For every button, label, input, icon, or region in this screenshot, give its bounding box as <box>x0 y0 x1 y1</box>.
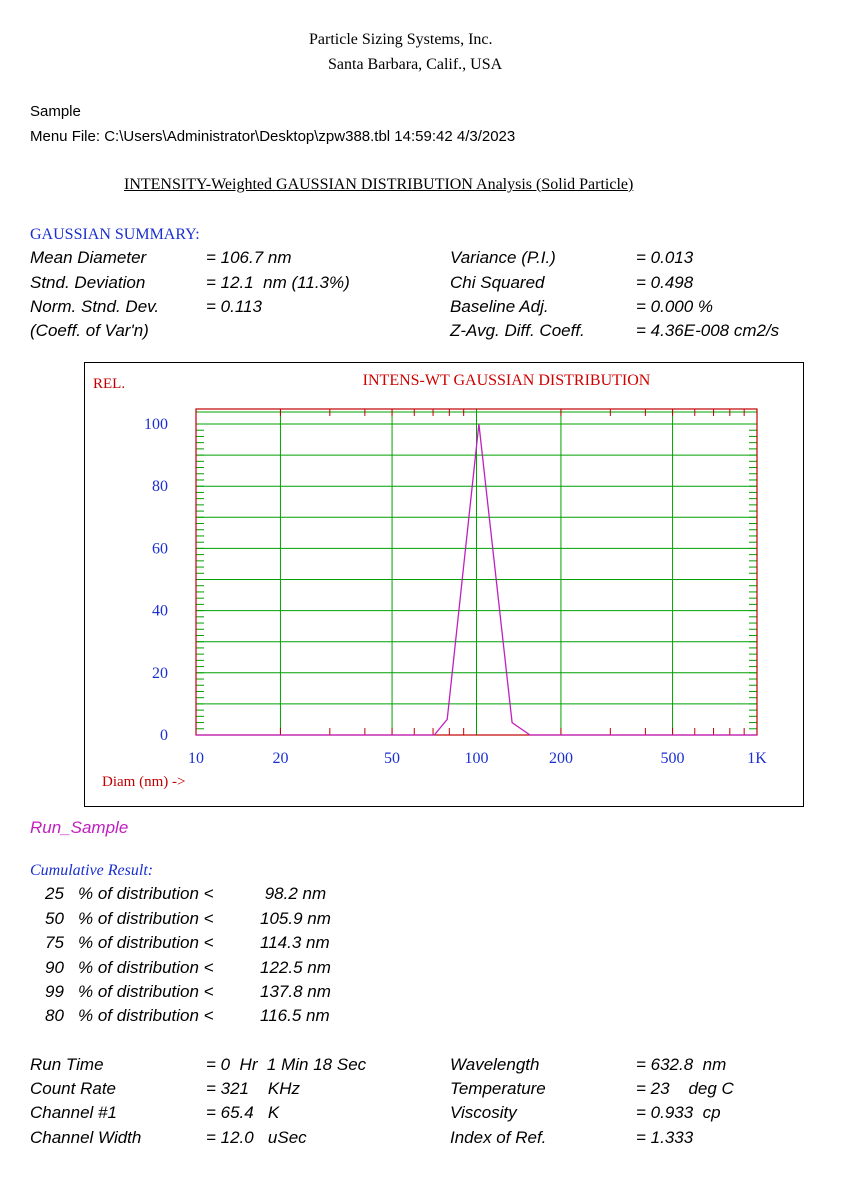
cumulative-text: % of distribution < <box>78 933 214 952</box>
sample-label: Sample <box>30 103 81 120</box>
cumulative-text: % of distribution < <box>78 958 214 977</box>
run-info-label: Count Rate <box>30 1079 116 1098</box>
chart-title: INTENS-WT GAUSSIAN DISTRIBUTION <box>362 372 651 389</box>
summary-label: (Coeff. of Var'n) <box>30 321 149 340</box>
summary-value: = 0.498 <box>636 273 694 292</box>
x-tick-label: 100 <box>464 750 489 767</box>
run-info-value: = 321 KHz <box>206 1079 301 1098</box>
run-info-label: Viscosity <box>450 1103 517 1122</box>
distribution-chart-frame <box>84 362 804 807</box>
summary-value: = 4.36E-008 cm2/s <box>636 321 780 340</box>
x-tick-label: 50 <box>384 750 401 767</box>
x-tick-label: 200 <box>548 750 573 767</box>
summary-label: Baseline Adj. <box>450 297 549 316</box>
run-info-value: = 12.0 uSec <box>206 1128 307 1147</box>
run-info-value: = 632.8 nm <box>636 1055 727 1074</box>
cumulative-text: % of distribution < <box>78 884 214 903</box>
run-info-label: Wavelength <box>450 1055 540 1074</box>
y-tick-label: 20 <box>152 664 168 682</box>
x-tick-label: 10 <box>188 750 204 767</box>
run-info-label: Run Time <box>30 1055 104 1074</box>
distribution-chart <box>85 363 803 806</box>
run-info-value: = 23 deg C <box>636 1079 734 1098</box>
summary-value: = 106.7 nm <box>206 248 292 267</box>
x-tick-label: 1K <box>747 750 767 767</box>
summary-value: = 12.1 nm (11.3%) <box>206 273 350 292</box>
run-info-label: Temperature <box>450 1079 546 1098</box>
cumulative-value: 98.2 nm <box>260 884 327 903</box>
y-tick-label: 0 <box>160 727 168 744</box>
summary-label: Mean Diameter <box>30 248 147 267</box>
run-info-label: Channel Width <box>30 1128 142 1147</box>
company-location: Santa Barbara, Calif., USA <box>328 56 503 73</box>
run-info-value: = 0.933 cp <box>636 1103 721 1122</box>
run-info-value: = 0 Hr 1 Min 18 Sec <box>206 1055 367 1074</box>
cumulative-value: 122.5 nm <box>260 958 331 977</box>
run-info-label: Index of Ref. <box>450 1128 547 1147</box>
cumulative-percent: 80 <box>45 1006 64 1025</box>
cumulative-percent: 50 <box>45 909 64 928</box>
x-tick-label: 20 <box>272 750 289 767</box>
run-info-value: = 1.333 <box>636 1128 694 1147</box>
run-info-label: Channel #1 <box>30 1103 117 1122</box>
cumulative-value: 114.3 nm <box>260 933 330 952</box>
company-name: Particle Sizing Systems, Inc. <box>309 31 493 48</box>
cumulative-percent: 90 <box>45 958 64 977</box>
cumulative-value: 137.8 nm <box>260 982 331 1001</box>
gaussian-summary-heading: GAUSSIAN SUMMARY: <box>30 226 200 243</box>
run-label: Run_Sample <box>30 818 129 837</box>
cumulative-percent: 25 <box>45 884 64 903</box>
run-info-value: = 65.4 K <box>206 1103 280 1122</box>
y-tick-label: 100 <box>144 416 168 433</box>
summary-value: = 0.000 % <box>636 297 714 316</box>
x-axis-label: Diam (nm) -> <box>102 774 186 790</box>
cumulative-value: 105.9 nm <box>260 909 331 928</box>
summary-value: = 0.013 <box>636 248 694 267</box>
y-tick-label: 40 <box>152 602 168 620</box>
cumulative-percent: 75 <box>45 933 64 952</box>
cumulative-value: 116.5 nm <box>260 1006 330 1025</box>
summary-value: = 0.113 <box>206 297 262 316</box>
cumulative-text: % of distribution < <box>78 1006 214 1025</box>
x-tick-label: 500 <box>660 750 685 767</box>
cumulative-heading: Cumulative Result: <box>30 862 154 879</box>
summary-label: Stnd. Deviation <box>30 273 146 292</box>
cumulative-text: % of distribution < <box>78 982 214 1001</box>
y-tick-label: 80 <box>152 478 168 496</box>
summary-label: Variance (P.I.) <box>450 248 556 267</box>
cumulative-text: % of distribution < <box>78 909 214 928</box>
summary-label: Z-Avg. Diff. Coeff. <box>450 321 585 340</box>
y-axis-label: REL. <box>93 376 126 392</box>
summary-label: Chi Squared <box>450 273 545 292</box>
y-tick-label: 60 <box>152 540 168 558</box>
cumulative-percent: 99 <box>45 982 64 1001</box>
summary-label: Norm. Stnd. Dev. <box>30 297 160 316</box>
analysis-title: INTENSITY-Weighted GAUSSIAN DISTRIBUTION Analysis (Solid Particle) <box>124 176 634 193</box>
menu-file: Menu File: C:\Users\Administrator\Desktop\zpw388.tbl 14:59:42 4/3/2023 <box>30 128 516 145</box>
